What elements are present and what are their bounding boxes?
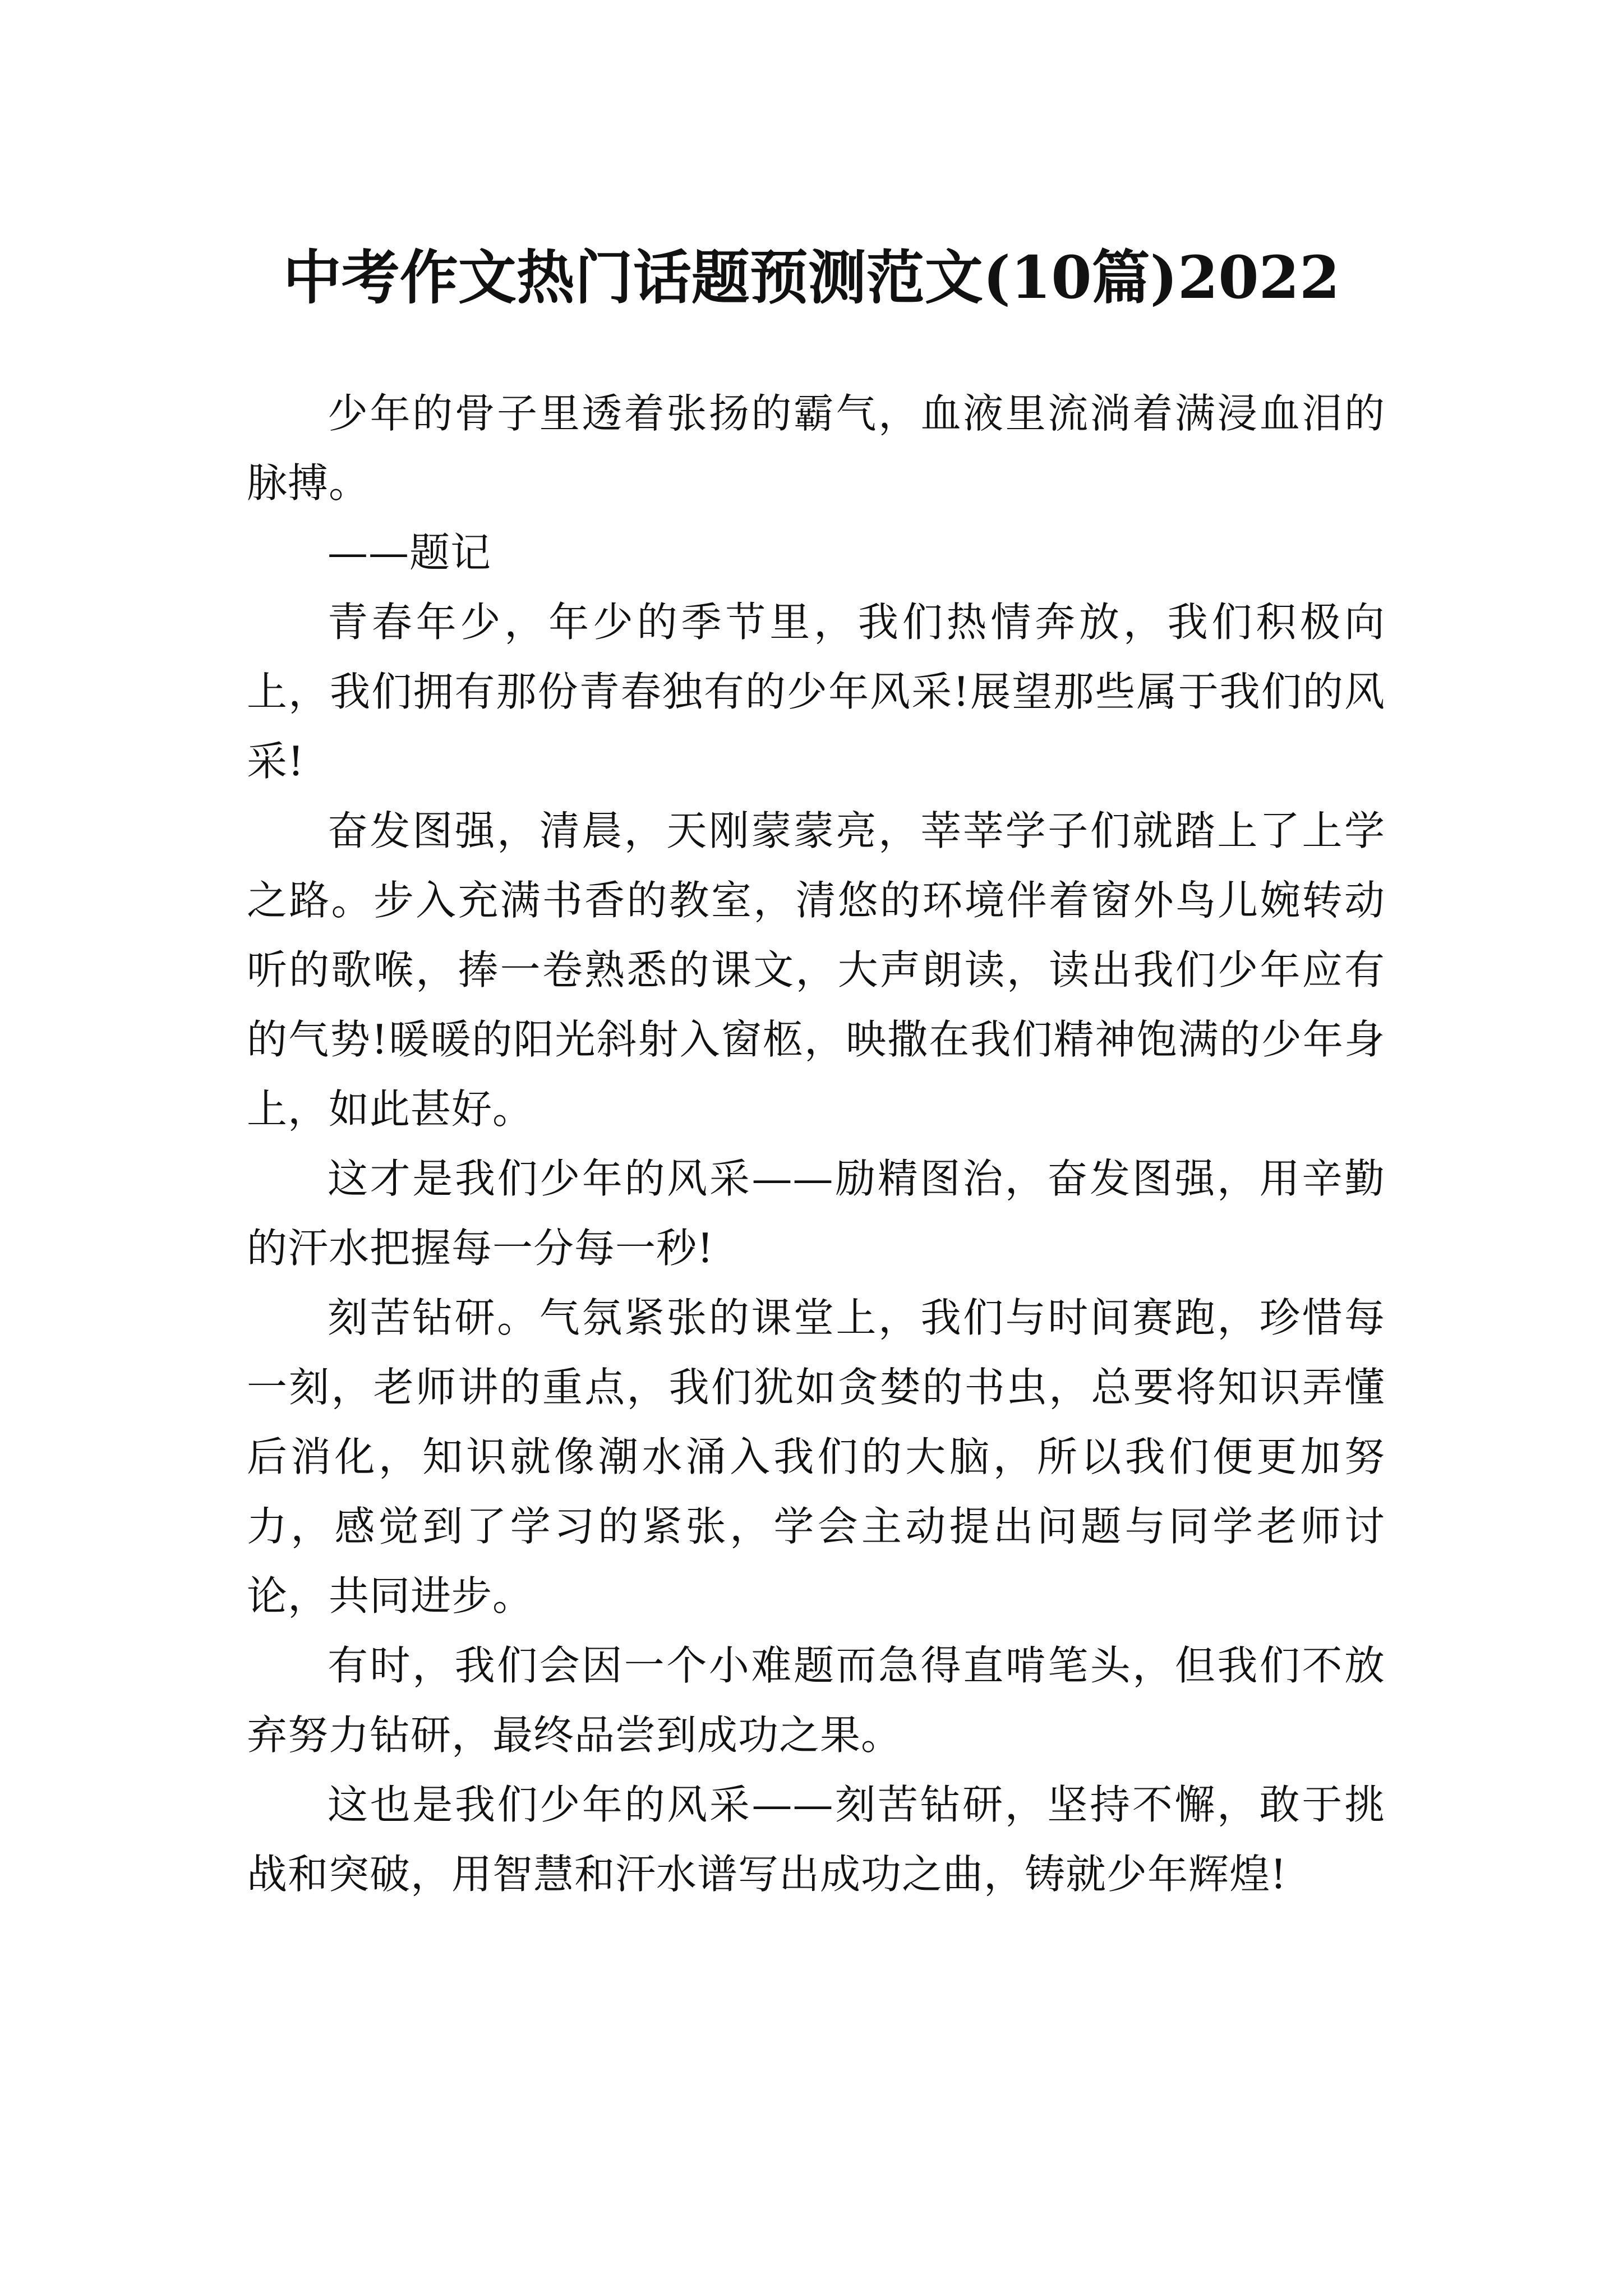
body-paragraph: 刻苦钻研。气氛紧张的课堂上，我们与时间赛跑，珍惜每一刻，老师讲的重点，我们犹如贪婪的书虫，总要将知识弄懂后消化，知识就像潮水涌入我们的大脑，所以我们便更加努力，感觉到了学习的紧张，学会主动提出问题与同学老师讨论，共同进步。 xyxy=(247,1294,1385,1619)
epigraph-paragraph: 少年的骨子里透着张扬的霸气，血液里流淌着满浸血泪的脉搏。 xyxy=(247,390,1385,507)
body-paragraph: 有时，我们会因一个小难题而急得直啃笔头，但我们不放弃努力钻研，最终品尝到成功之果。 xyxy=(247,1642,1385,1759)
epigraph-attribution: ——题记 xyxy=(328,529,492,576)
body-paragraph: 这也是我们少年的风采——刻苦钻研，坚持不懈，敢于挑战和突破，用智慧和汗水谱写出成功之曲，铸就少年辉煌! xyxy=(247,1781,1385,1898)
body-paragraph: 这才是我们少年的风采——励精图治，奋发图强，用辛勤的汗水把握每一分每一秒! xyxy=(247,1155,1385,1272)
document-body xyxy=(247,379,1385,1909)
body-paragraph: 青春年少，年少的季节里，我们热情奔放，我们积极向上，我们拥有那份青春独有的少年风采!展望那些属于我们的风采! xyxy=(247,599,1385,785)
body-paragraph: 奋发图强，清晨，天刚蒙蒙亮，莘莘学子们就踏上了上学之路。步入充满书香的教室，清悠的环境伴着窗外鸟儿婉转动听的歌喉，捧一卷熟悉的课文，大声朗读，读出我们少年应有的气势!暖暖的阳光斜射入窗柩，映撒在我们精神饱满的少年身上，如此甚好。 xyxy=(247,807,1385,1133)
document-title: 中考作文热门话题预测范文(10篇)2022 xyxy=(283,242,1340,312)
